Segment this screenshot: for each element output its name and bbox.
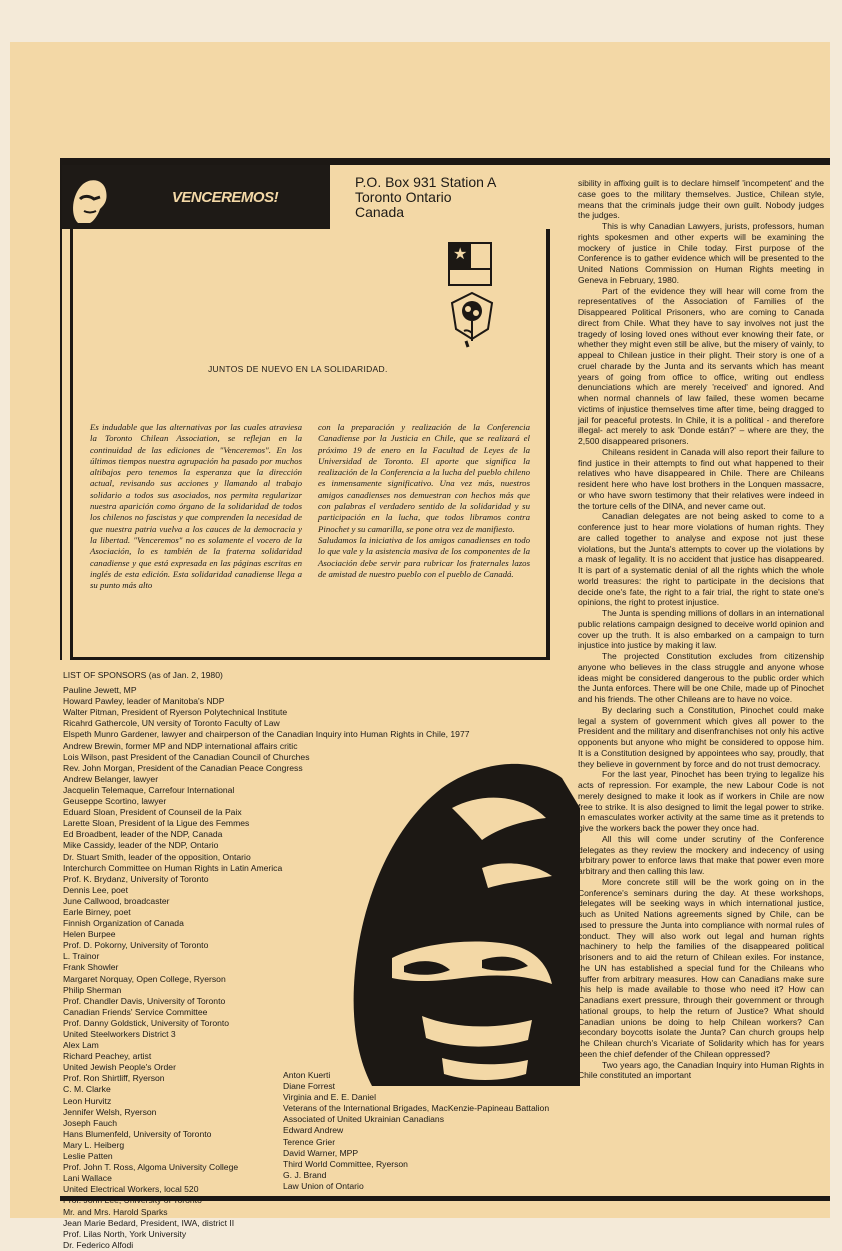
spanish-column-1 — [90, 422, 302, 591]
article-paragraph: Two years ago, the Canadian Inquiry into Human Rights in Chile constituted an important — [578, 1059, 824, 1081]
spanish-paragraph: Saludamos la iniciativa de los amigos canadienses en todo lo que vale y la asistencia masiva de los componentes de la Asociación debe servir para rubricar los fraternales lazos de amistad de nuestro pueblo con el pueblo de Canadá. — [318, 534, 530, 579]
sponsor-item: Earle Birney, poet — [63, 906, 131, 917]
sponsor-item: United Jewish People's Order — [63, 1062, 176, 1073]
spanish-paragraph: con la preparación y realización de la Conferencia Canadiense por la Justicia en Chile, que se realizará el próximo 19 de enero en la Facultad de Leyes de la Universidad de Toronto. El aporte que significa la realización de la Conferencia a la lucha del pueblo chileno es inmensamente significativo. Una vez más, nuestros amigos canadienses nos demuestran con hechos más que con palabras el verdadero sentido de la solidaridad y su participación en la lucha, que todos libramos contra Pinochet y su camarilla, se pone otra vez de manifiesto. — [318, 422, 530, 534]
article-paragraph: All this will come under scrutiny of the Conference delegates as they review the mockery and indecency of using arbitrary power to enforce laws that make that power even more arbitrary and then calling this law. — [578, 833, 824, 876]
sponsor-item: C. M. Clarke — [63, 1084, 111, 1095]
sponsor-item: Helen Burpee — [63, 929, 116, 940]
article-paragraph: The projected Constitution excludes from citizenship anyone who believes in the class struggle and anyone whose ideas might be considered dangerous to the public order which the Junta enforces. There will be one Chile, made up of Pinochet and his friends. The other Chileans are to have no voice. — [578, 651, 824, 704]
sponsor-item: Dr. Federico Alfodi — [63, 1239, 134, 1250]
sponsor-item: Howard Pawley, leader of Manitoba's NDP — [63, 696, 225, 707]
top-rule — [60, 158, 830, 165]
sponsor-item: Virginia and E. E. Daniel — [283, 1092, 376, 1103]
article-paragraph: By declaring such a Constitution, Pinochet could make legal a system of government which gives all power to the President and the military and disenfranchises not only his active opponents but anyone who might be considered to oppose him. It is a Constitution designed by appointees who say, proudly, that they believe in government by force and do not trust democracy. — [578, 704, 824, 769]
sponsor-item: Richard Peachey, artist — [63, 1051, 152, 1062]
sponsor-item: Canadian Friends' Service Committee — [63, 1006, 208, 1017]
sponsor-item: Dr. Stuart Smith, leader of the opposition, Ontario — [63, 851, 251, 862]
article-paragraph: Canadian delegates are not being asked to come to a conference just to hear more violations of human rights. They are called together to analyse and expose not just these violations, but the Junta's attempts to cover up the violations by a mask of legality. It is no accident that justice has disappeared. It is part of a systematic denial of all the rights which the whole world treasures: the right to participate in the decisions that decide one's fate, the right to a fair trial, the right to state one's opinions, the right to protest injustice. — [578, 511, 824, 608]
sponsor-item: Prof. Ron Shirtliff, Ryerson — [63, 1073, 165, 1084]
article-paragraph: More concrete still will be the work going on in the Conference's seminars during the day. At these workshops, delegates will be seeking ways in which international justice, such as United Nations agreements signed by Chile, can be used to pressure the Junta into compliance with normal rules of conduct. They will also work out legal and human rights machinery to help the families of the disappeared political prisoners and to aid the return of Chilean exiles. For instance, the UN has established a special fund for the Chileans who suffer from arbitrary measures. How can Canadians make sure this help is made available to those who need it? How can Canadians exert pressure, through their government or through national groups, to help the return of Justice? What should Canadian unions be doing to help Chilean workers? Can secondary boycotts isolate the Junta? Can church groups help the Chilean church's Vicariate of Solidarity which has for years been the chief defender of the Chilean oppressed? — [578, 876, 824, 1059]
sponsor-item: Terence Grier — [283, 1136, 336, 1147]
spanish-column-2 — [318, 422, 530, 580]
sponsor-item: Hans Blumenfeld, University of Toronto — [63, 1128, 212, 1139]
sponsor-item: Jennifer Welsh, Ryerson — [63, 1106, 157, 1117]
star-icon: ★ — [453, 246, 468, 263]
sponsor-item: Jean Marie Bedard, President, IWA, district II — [63, 1217, 235, 1228]
sponsor-item: Frank Showler — [63, 962, 119, 973]
sponsor-item: Geuseppe Scortino, lawyer — [63, 796, 167, 807]
sponsor-item: Associated of United Ukrainian Canadians — [283, 1114, 444, 1125]
sponsor-item: Joseph Fauch — [63, 1117, 117, 1128]
sponsor-item: Andrew Belanger, lawyer — [63, 773, 159, 784]
sponsor-item: Prof. Chandler Davis, University of Toronto — [63, 995, 226, 1006]
sponsor-item: June Callwood, broadcaster — [63, 895, 170, 906]
sponsor-item: Edward Andrew — [283, 1125, 344, 1136]
sponsor-item: Lois Wilson, past President of the Canadian Council of Churches — [63, 751, 310, 762]
sponsor-item: Prof. Lilas North, York University — [63, 1228, 187, 1239]
sponsor-item: Anton Kuerti — [283, 1070, 331, 1080]
spanish-article-heading: JUNTOS DE NUEVO EN LA SOLIDARIDAD. — [208, 364, 388, 374]
sponsor-item: Andrew Brewin, former MP and NDP international affairs critic — [63, 740, 298, 751]
sponsor-item: Prof. D. Pokorny, University of Toronto — [63, 940, 209, 951]
bottom-rule — [60, 1196, 830, 1201]
mailing-address — [355, 175, 496, 220]
flag-stripe — [450, 268, 490, 284]
sponsor-item: Walter Pitman, President of Ryerson Polytechnical Institute — [63, 707, 288, 718]
sponsor-item: Dennis Lee, poet — [63, 884, 128, 895]
article-paragraph: This is why Canadian Lawyers, jurists, professors, human rights spokesmen and other experts will be examining the mockery of justice in Chile today. First purpose of the Conference is to gather evidence which will be presented to the United Nations Commission on Human Rights meeting in Geneva in February, 1980. — [578, 221, 824, 285]
sponsor-item: G. J. Brand — [283, 1169, 327, 1180]
chile-flag-icon — [448, 242, 492, 286]
sponsor-item: Interchurch Committee on Human Rights in Latin America — [63, 862, 283, 873]
sponsor-item: Pauline Jewett, MP — [63, 685, 137, 696]
sponsor-item: Ricahrd Gathercole, UN versity of Toronto Faculty of Law — [63, 718, 280, 729]
sponsor-item: L. Trainor — [63, 951, 100, 962]
sponsor-item: Alex Lam — [63, 1040, 99, 1051]
english-article — [578, 178, 824, 1081]
sponsor-item: Philip Sherman — [63, 984, 122, 995]
masthead-title: VENCEREMOS! — [171, 188, 279, 206]
sponsor-item: Prof. Danny Goldstick, University of Toronto — [63, 1017, 230, 1028]
masthead-banner — [120, 165, 330, 229]
article-paragraph: The Junta is spending millions of dollars in an international public relations campaign designed to deceive world opinion and cover up the truth. It is also embarked on a campaign to turn injustice into justice by making it law. — [578, 608, 824, 651]
article-paragraph: For the last year, Pinochet has been trying to legalize his acts of repression. For example, the new Labour Code is not merely designed to make it look as if workers in Chile are now free to strike. It is also designed to limit the legal power to strike. In emasculates worker activity at the same time as it pretends to give the workers back the power they once had. — [578, 769, 824, 833]
sponsor-item: Eduard Sloan, President of Counseil de la Paix — [63, 807, 242, 818]
sponsor-item: Veterans of the International Brigades, MacKenzie-Papineau Battalion — [283, 1103, 550, 1114]
spanish-paragraph: Es indudable que las alternativas por las cuales atraviesa la Toronto Chilean Association, se reflejan en la continuidad de las ediciones de "Venceremos". En los últimos tiempos nuestra agrupación ha pasado por muchos altibajos pero tenemos la esperanza que la dirección actual, revisando sus acciones y llamando al trabajo solidario a todos sus asociados, nos permita regularizar nuestra aparición como órgano de la solidaridad de todos los chilenos no fascistas y que comprenden la necesidad de que nuestra patria vuelva a los cauces de la democracia y la libertad. "Venceremos" no es solamente el vocero de la Asociación, lo es también de la fraterna solidaridad canadiense y que está expresada en las páginas escritas en inglés de esta edición. Esta solidaridad canadiense llega a su punto más alto — [90, 422, 302, 591]
sponsor-list-heading: LIST OF SPONSORS (as of Jan. 2, 1980) — [63, 670, 223, 680]
rose-emblem-icon — [448, 289, 496, 349]
sponsor-item: United Electrical Workers, local 520 — [63, 1184, 199, 1195]
sponsor-item: United Steelworkers District 3 — [63, 1029, 176, 1039]
sponsor-item: Rev. John Morgan, President of the Canadian Peace Congress — [63, 762, 303, 773]
article-paragraph: sibility in affixing guilt is to declare himself 'incompetent' and the case goes to the military themselves. Justice, Chilean style, means that the criminals judge their own guilt. Nobody judges the judges. — [578, 178, 824, 221]
sponsor-item: Leslie Patten — [63, 1151, 113, 1162]
sponsor-item: Leon Hurvitz — [63, 1095, 112, 1106]
sponsor-item: Elspeth Munro Gardener, lawyer and chairperson of the Canadian Inquiry into Human Rights in Chile, 1977 — [63, 729, 470, 740]
sponsor-list-right — [283, 1070, 549, 1192]
portrait-silhouette-icon — [60, 165, 120, 229]
sponsor-item: Mike Cassidy, leader of the NDP, Ontario — [63, 840, 219, 851]
left-rule — [60, 165, 62, 660]
sponsor-item: Prof. K. Brydanz, University of Toronto — [63, 873, 209, 884]
sponsor-item: Diane Forrest — [283, 1081, 336, 1092]
masthead — [60, 165, 570, 229]
article-paragraph: Chileans resident in Canada will also report their failure to find justice in their attempts to find out what happened to their relatives who have disappeared in Chile. There are Chileans resident here who have lost brothers in the Lonquen massacre, or who have sworn testimony that their relatives were indeed in the torture cells of the DINA, and never came out. — [578, 446, 824, 511]
sponsor-item: Ed Broadbent, leader of the NDP, Canada — [63, 829, 223, 840]
address-line: Canada — [355, 204, 405, 220]
address-line: Toronto Ontario — [355, 189, 452, 205]
sponsor-item: Prof. John T. Ross, Algoma University College — [63, 1162, 239, 1173]
sponsor-item: Finnish Organization of Canada — [63, 918, 184, 929]
article-paragraph: Part of the evidence they will hear will come from the representatives of the Association of Families of the Disappeared Political Prisoners, who are coming to Canada direct from Chile. What they have to say involves not just the tragedy of losing loved ones without ever knowing their fate, or whether they might even still be alive, but the misery of vainly, to appeal to Chilean justice in their plight. Their story is one of a cruel charade by the Junta and its servants which has meant years of going from office to office, writing out endless denunciations which are merely 'received' and ignored. And when normal channels of law failed, these women became victims of injustice themselves time after time, being dragged to jail for peaceful protests. In Chile, it is a political - and therefore illegal- act merely to ask 'Donde están?' – where are they, the 2,500 disappeared prisoners. — [578, 285, 824, 446]
sponsor-item: Margaret Norquay, Open College, Ryerson — [63, 973, 226, 984]
sponsor-item: David Warner, MPP — [283, 1147, 359, 1158]
sponsor-item: Mr. and Mrs. Harold Sparks — [63, 1206, 168, 1217]
sponsor-item: Third World Committee, Ryerson — [283, 1158, 408, 1169]
flag-stripe — [470, 244, 490, 268]
sponsor-item: Law Union of Ontario — [283, 1180, 364, 1191]
sponsor-item: Lani Wallace — [63, 1173, 112, 1184]
sponsor-item: Mary L. Heiberg — [63, 1139, 125, 1150]
address-line: P.O. Box 931 Station A — [355, 174, 497, 190]
sponsor-item: Larette Sloan, President of la Ligue des Femmes — [63, 818, 250, 829]
sponsor-item: Jacquelin Telemaque, Carrefour International — [63, 784, 235, 795]
